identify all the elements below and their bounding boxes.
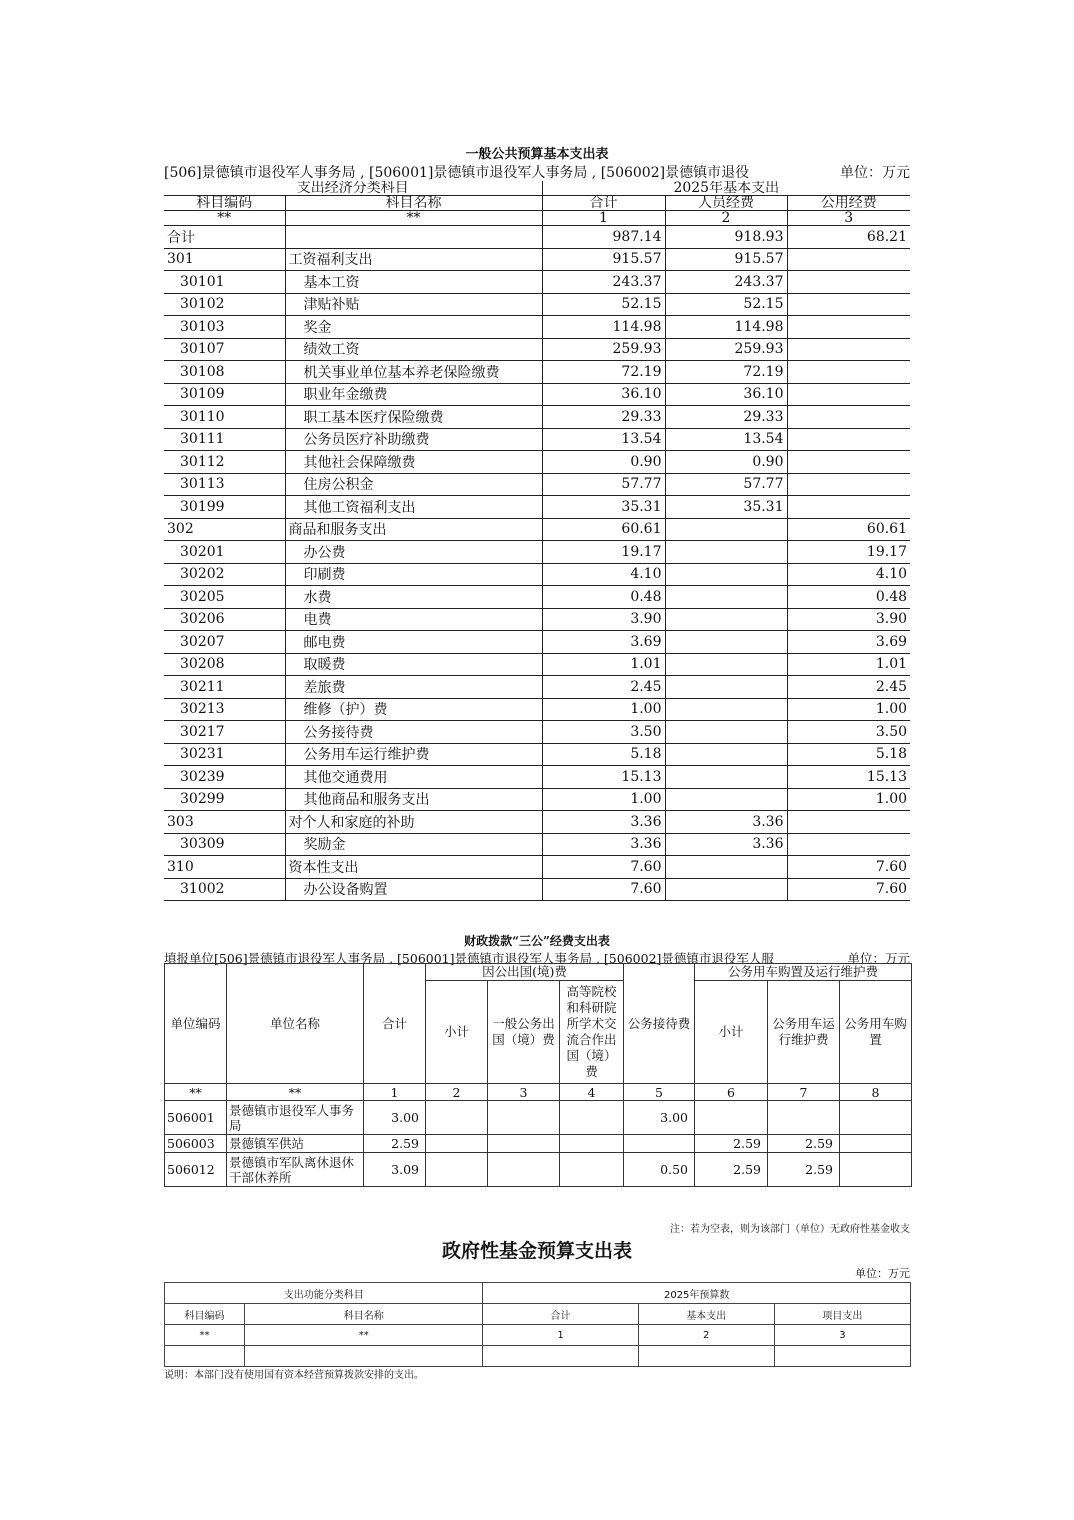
subject-name: 对个人和家庭的补助 <box>285 811 542 834</box>
personnel-value: 57.77 <box>665 473 787 496</box>
subject-name: 邮电费 <box>285 631 542 654</box>
subject-code: 30207 <box>164 631 285 654</box>
personnel-value: 3.36 <box>665 811 787 834</box>
personnel-value <box>665 563 787 586</box>
subject-code: 30102 <box>164 293 285 316</box>
subject-code: 310 <box>164 856 285 879</box>
subject-code: 合计 <box>164 226 285 249</box>
table-row <box>164 631 910 654</box>
index-cell: ** <box>165 1084 227 1101</box>
table-row <box>164 608 910 631</box>
table1-department-text: [506]景德镇市退役军人事务局 , [506001]景德镇市退役军人事务局 , [506002]景德镇市退役 <box>164 165 750 181</box>
header-car-group: 公务用车购置及运行维护费 <box>695 964 912 981</box>
total-value: 29.33 <box>542 406 665 429</box>
header-public: 公用经费 <box>787 196 910 211</box>
table-row <box>164 361 910 384</box>
subject-name: 差旅费 <box>285 676 542 699</box>
total-value: 243.37 <box>542 271 665 294</box>
abroad-gen-cell <box>488 1135 560 1153</box>
subject-code: 30231 <box>164 743 285 766</box>
table-row <box>164 698 910 721</box>
personnel-value: 35.31 <box>665 496 787 519</box>
subject-code: 303 <box>164 811 285 834</box>
public-value: 4.10 <box>787 563 910 586</box>
subject-name: 奖金 <box>285 316 542 339</box>
table3-title: 政府性基金预算支出表 <box>441 1240 632 1262</box>
table3-footer: 说明：本部门没有使用国有资本经营预算拨款安排的支出。 <box>164 1370 424 1381</box>
header-project: 项目支出 <box>774 1304 910 1325</box>
public-value: 19.17 <box>787 541 910 564</box>
header-abroad-subtotal: 小计 <box>426 981 488 1084</box>
index-cell: 5 <box>624 1084 695 1101</box>
public-value: 3.50 <box>787 721 910 744</box>
public-value <box>787 811 910 834</box>
total-cell: 2.59 <box>364 1135 426 1153</box>
car-sub-cell <box>695 1101 768 1135</box>
personnel-value: 915.57 <box>665 248 787 271</box>
total-value: 114.98 <box>542 316 665 339</box>
total-value: 35.31 <box>542 496 665 519</box>
subject-code: 301 <box>164 248 285 271</box>
table-row <box>165 1153 912 1187</box>
header-economic-classification: 支出经济分类科目 <box>164 181 542 196</box>
table-row <box>164 338 910 361</box>
index-cell: ** <box>227 1084 364 1101</box>
total-value: 3.36 <box>542 811 665 834</box>
index-cell: 1 <box>483 1325 638 1346</box>
subject-name: 公务接待费 <box>285 721 542 744</box>
car-buy-cell <box>840 1135 912 1153</box>
total-value: 7.60 <box>542 878 665 901</box>
index-2: 2 <box>665 211 787 226</box>
subject-name: 机关事业单位基本养老保险缴费 <box>285 361 542 384</box>
personnel-value <box>665 586 787 609</box>
public-value: 7.60 <box>787 878 910 901</box>
subject-code: 30213 <box>164 698 285 721</box>
subject-name: 维修（护）费 <box>285 698 542 721</box>
subject-name: 公务员医疗补助缴费 <box>285 428 542 451</box>
index-cell: 4 <box>560 1084 624 1101</box>
car-sub-cell: 2.59 <box>695 1153 768 1187</box>
public-value: 7.60 <box>787 856 910 879</box>
subject-code: 30205 <box>164 586 285 609</box>
public-value <box>787 428 910 451</box>
personnel-value: 3.36 <box>665 833 787 856</box>
subject-name: 津贴补贴 <box>285 293 542 316</box>
abroad-acad-cell <box>560 1135 624 1153</box>
index-cell: 3 <box>488 1084 560 1101</box>
total-value: 1.00 <box>542 698 665 721</box>
total-cell: 3.09 <box>364 1153 426 1187</box>
personnel-value <box>665 541 787 564</box>
public-value: 1.00 <box>787 698 910 721</box>
table-row <box>164 518 910 541</box>
personnel-value: 114.98 <box>665 316 787 339</box>
empty-row <box>165 1346 911 1367</box>
header-abroad-general: 一般公务出国（境）费 <box>488 981 560 1084</box>
personnel-value: 918.93 <box>665 226 787 249</box>
table-row <box>164 563 910 586</box>
header-reception: 公务接待费 <box>624 964 695 1084</box>
header-car-subtotal: 小计 <box>695 981 768 1084</box>
subject-code: 30109 <box>164 383 285 406</box>
public-value: 1.00 <box>787 788 910 811</box>
table-row <box>164 226 910 249</box>
abroad-gen-cell <box>488 1101 560 1135</box>
header-subject-name: 科目名称 <box>285 196 542 211</box>
subject-name: 奖励金 <box>285 833 542 856</box>
table-row <box>164 766 910 789</box>
subject-code: 30107 <box>164 338 285 361</box>
car-buy-cell <box>840 1101 912 1135</box>
name-cell: 景德镇市退役军人事务局 <box>227 1101 364 1135</box>
subject-code: 30108 <box>164 361 285 384</box>
personnel-value: 0.90 <box>665 451 787 474</box>
total-value: 52.15 <box>542 293 665 316</box>
table-row <box>164 383 910 406</box>
personnel-value <box>665 856 787 879</box>
table2-department-text: 填报单位[506]景德镇市退役军人事务局 , [506001]景德镇市退役军人事务局 , [506002]景德镇市退役军人服 <box>164 951 774 966</box>
public-value <box>787 496 910 519</box>
subject-code: 30112 <box>164 451 285 474</box>
header-total: 合计 <box>483 1304 638 1325</box>
reception-cell: 0.50 <box>624 1153 695 1187</box>
total-value: 13.54 <box>542 428 665 451</box>
total-value: 57.77 <box>542 473 665 496</box>
table2-unit: 单位：万元 <box>847 951 910 966</box>
header-subject-code: 科目编码 <box>165 1304 245 1325</box>
index-cell: 8 <box>840 1084 912 1101</box>
abroad-acad-cell <box>560 1101 624 1135</box>
index-cell: 1 <box>364 1084 426 1101</box>
total-value: 36.10 <box>542 383 665 406</box>
basic-expenditure-table <box>164 181 910 901</box>
total-value: 0.48 <box>542 586 665 609</box>
abroad-gen-cell <box>488 1153 560 1187</box>
total-value: 5.18 <box>542 743 665 766</box>
table-row <box>164 541 910 564</box>
public-value <box>787 451 910 474</box>
table-row <box>164 406 910 429</box>
subject-name: 资本性支出 <box>285 856 542 879</box>
total-value: 3.36 <box>542 833 665 856</box>
header-2025-basic-expenditure: 2025年基本支出 <box>542 181 910 196</box>
subject-code: 30201 <box>164 541 285 564</box>
subject-name: 其他社会保障缴费 <box>285 451 542 474</box>
header-basic: 基本支出 <box>638 1304 774 1325</box>
total-value: 19.17 <box>542 541 665 564</box>
table-row <box>164 676 910 699</box>
index-cell: 3 <box>774 1325 910 1346</box>
personnel-value <box>665 653 787 676</box>
total-value: 987.14 <box>542 226 665 249</box>
personnel-value <box>665 676 787 699</box>
personnel-value <box>665 608 787 631</box>
total-value: 1.00 <box>542 788 665 811</box>
table-row <box>165 1101 912 1135</box>
subject-name: 基本工资 <box>285 271 542 294</box>
subject-code: 30217 <box>164 721 285 744</box>
index-name: ** <box>285 211 542 226</box>
personnel-value <box>665 698 787 721</box>
table-row <box>164 316 910 339</box>
subject-name: 职业年金缴费 <box>285 383 542 406</box>
subject-name: 电费 <box>285 608 542 631</box>
subject-code: 30103 <box>164 316 285 339</box>
public-value <box>787 361 910 384</box>
header-personnel: 人员经费 <box>665 196 787 211</box>
abroad-sub-cell <box>426 1153 488 1187</box>
subject-code: 302 <box>164 518 285 541</box>
table2-title: 财政拨款“三公”经费支出表 <box>464 934 610 948</box>
personnel-value <box>665 878 787 901</box>
public-value <box>787 383 910 406</box>
table3-unit: 单位：万元 <box>855 1267 910 1280</box>
car-sub-cell: 2.59 <box>695 1135 768 1153</box>
public-value <box>787 406 910 429</box>
table-row <box>165 1135 912 1153</box>
total-value: 259.93 <box>542 338 665 361</box>
three-public-expenses-table <box>164 963 912 1187</box>
subject-name: 商品和服务支出 <box>285 518 542 541</box>
table-row <box>164 496 910 519</box>
table1-title: 一般公共预算基本支出表 <box>465 147 609 162</box>
table-row <box>164 271 910 294</box>
abroad-sub-cell <box>426 1101 488 1135</box>
header-2025-budget: 2025年预算数 <box>483 1283 911 1304</box>
total-value: 4.10 <box>542 563 665 586</box>
public-value: 1.01 <box>787 653 910 676</box>
public-value <box>787 293 910 316</box>
personnel-value <box>665 766 787 789</box>
personnel-value: 36.10 <box>665 383 787 406</box>
subject-name: 其他商品和服务支出 <box>285 788 542 811</box>
table-row <box>164 743 910 766</box>
index-cell: ** <box>165 1325 245 1346</box>
total-value: 15.13 <box>542 766 665 789</box>
subject-code: 30211 <box>164 676 285 699</box>
subject-name: 办公费 <box>285 541 542 564</box>
table-row <box>164 293 910 316</box>
car-op-cell: 2.59 <box>768 1153 840 1187</box>
code-cell: 506012 <box>165 1153 227 1187</box>
table-row <box>164 473 910 496</box>
subject-name: 其他工资福利支出 <box>285 496 542 519</box>
subject-name: 职工基本医疗保险缴费 <box>285 406 542 429</box>
personnel-value <box>665 631 787 654</box>
public-value: 3.69 <box>787 631 910 654</box>
public-value <box>787 248 910 271</box>
table-row <box>164 248 910 271</box>
index-cell: 2 <box>426 1084 488 1101</box>
personnel-value: 52.15 <box>665 293 787 316</box>
public-value <box>787 316 910 339</box>
table-row <box>164 788 910 811</box>
header-unit-name: 单位名称 <box>227 964 364 1084</box>
total-value: 2.45 <box>542 676 665 699</box>
subject-name: 工资福利支出 <box>285 248 542 271</box>
header-car-operation: 公务用车运行维护费 <box>768 981 840 1084</box>
subject-code: 30206 <box>164 608 285 631</box>
header-abroad-academic: 高等院校和科研院所学术交流合作出国（境）费 <box>560 981 624 1084</box>
table-row <box>164 878 910 901</box>
public-value: 0.48 <box>787 586 910 609</box>
index-cell: ** <box>245 1325 483 1346</box>
personnel-value: 29.33 <box>665 406 787 429</box>
subject-code: 30199 <box>164 496 285 519</box>
abroad-acad-cell <box>560 1153 624 1187</box>
header-functional-classification: 支出功能分类科目 <box>165 1283 483 1304</box>
index-1: 1 <box>542 211 665 226</box>
total-cell: 3.00 <box>364 1101 426 1135</box>
code-cell: 506003 <box>165 1135 227 1153</box>
table3-note: 注：若为空表，则为该部门（单位）无政府性基金收支 <box>670 1224 910 1235</box>
reception-cell <box>624 1135 695 1153</box>
public-value: 3.90 <box>787 608 910 631</box>
total-value: 3.69 <box>542 631 665 654</box>
subject-code: 30309 <box>164 833 285 856</box>
name-cell: 景德镇军供站 <box>227 1135 364 1153</box>
table-row <box>164 856 910 879</box>
total-value: 915.57 <box>542 248 665 271</box>
public-value <box>787 338 910 361</box>
index-cell: 2 <box>638 1325 774 1346</box>
total-value: 1.01 <box>542 653 665 676</box>
subject-code: 30113 <box>164 473 285 496</box>
subject-code: 30202 <box>164 563 285 586</box>
subject-name: 公务用车运行维护费 <box>285 743 542 766</box>
personnel-value: 13.54 <box>665 428 787 451</box>
subject-name: 绩效工资 <box>285 338 542 361</box>
public-value <box>787 473 910 496</box>
table-row <box>164 811 910 834</box>
subject-code: 30101 <box>164 271 285 294</box>
personnel-value: 259.93 <box>665 338 787 361</box>
header-total: 合计 <box>364 964 426 1084</box>
index-cell: 6 <box>695 1084 768 1101</box>
total-value: 60.61 <box>542 518 665 541</box>
index-3: 3 <box>787 211 910 226</box>
subject-name: 办公设备购置 <box>285 878 542 901</box>
total-value: 3.90 <box>542 608 665 631</box>
subject-name: 取暖费 <box>285 653 542 676</box>
table-row <box>164 451 910 474</box>
table-row <box>164 586 910 609</box>
public-value <box>787 833 910 856</box>
total-value: 72.19 <box>542 361 665 384</box>
total-value: 0.90 <box>542 451 665 474</box>
code-cell: 506001 <box>165 1101 227 1135</box>
gov-fund-budget-table <box>164 1282 911 1367</box>
name-cell: 景德镇市军队离休退休干部休养所 <box>227 1153 364 1187</box>
subject-code: 30111 <box>164 428 285 451</box>
subject-name: 印刷费 <box>285 563 542 586</box>
personnel-value: 243.37 <box>665 271 787 294</box>
header-unit-code: 单位编码 <box>165 964 227 1084</box>
table-row <box>164 653 910 676</box>
car-buy-cell <box>840 1153 912 1187</box>
personnel-value: 72.19 <box>665 361 787 384</box>
total-value: 3.50 <box>542 721 665 744</box>
header-total: 合计 <box>542 196 665 211</box>
subject-code: 30208 <box>164 653 285 676</box>
header-subject-name: 科目名称 <box>245 1304 483 1325</box>
abroad-sub-cell <box>426 1135 488 1153</box>
public-value: 68.21 <box>787 226 910 249</box>
personnel-value <box>665 788 787 811</box>
header-subject-code: 科目编码 <box>164 196 285 211</box>
public-value: 5.18 <box>787 743 910 766</box>
personnel-value <box>665 743 787 766</box>
index-code: ** <box>164 211 285 226</box>
subject-code: 31002 <box>164 878 285 901</box>
table1-unit: 单位：万元 <box>832 162 910 182</box>
subject-code: 30299 <box>164 788 285 811</box>
personnel-value <box>665 518 787 541</box>
car-op-cell <box>768 1101 840 1135</box>
public-value: 15.13 <box>787 766 910 789</box>
subject-code: 30239 <box>164 766 285 789</box>
personnel-value <box>665 721 787 744</box>
table1-unit-line <box>164 162 910 182</box>
subject-name: 其他交通费用 <box>285 766 542 789</box>
table-row <box>164 428 910 451</box>
public-value: 2.45 <box>787 676 910 699</box>
total-value: 7.60 <box>542 856 665 879</box>
public-value <box>787 271 910 294</box>
car-op-cell: 2.59 <box>768 1135 840 1153</box>
table-row <box>164 833 910 856</box>
public-value: 60.61 <box>787 518 910 541</box>
subject-name: 水费 <box>285 586 542 609</box>
index-cell: 7 <box>768 1084 840 1101</box>
table-row <box>164 721 910 744</box>
subject-name: 住房公积金 <box>285 473 542 496</box>
subject-code: 30110 <box>164 406 285 429</box>
reception-cell: 3.00 <box>624 1101 695 1135</box>
header-car-purchase: 公务用车购置 <box>840 981 912 1084</box>
subject-name <box>285 226 542 249</box>
header-abroad-group: 因公出国(境)费 <box>426 964 624 981</box>
